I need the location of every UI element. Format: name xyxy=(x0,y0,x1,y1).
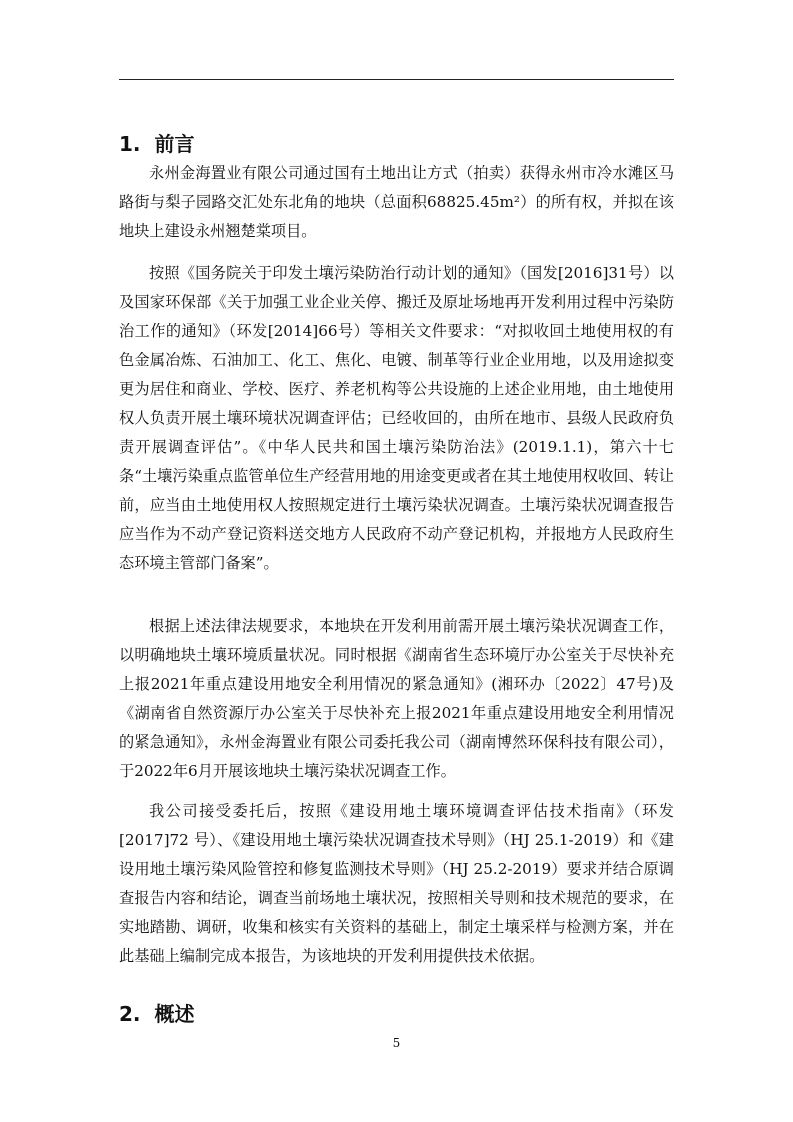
header-rule xyxy=(119,79,674,80)
section-number: 1. xyxy=(119,132,141,156)
section-heading-preface xyxy=(119,128,195,157)
paragraph-3: 根据上述法律法规要求，本地块在开发利用前需开展土壤污染状况调查工作，以明确地块土壤环境质量状况。同时根据《湖南省生态环境厅办公室关于尽快补充上报2021年重点建设用地安全利用情况的紧急通知》(湘环办〔2022〕47号)及《湖南省自然资源厅办公室关于尽快补充上报2021年重点建设用地安全利用情况的紧急通知》，永州金海置业有限公司委托我公司（湖南博然环保科技有限公司），于2022年6月开展该地块土壤污染状况调查工作。 xyxy=(119,617,674,780)
section-heading-overview xyxy=(119,998,195,1027)
paragraph-2: 按照《国务院关于印发土壤污染防治行动计划的通知》（国发[2016]31号）以及国家环保部《关于加强工业企业关停、搬迁及原址场地再开发利用过程中污染防治工作的通知》（环发[2014]66号）等相关文件要求：“对拟收回土地使用权的有色金属冶炼、石油加工、化工、焦化、电镀、制革等行业企业用地，以及用途拟变更为居住和商业、学校、医疗、养老机构等公共设施的上述企业用地，由土地使用权人负责开展土壤环境状况调查评估；已经收回的，由所在地市、县级人民政府负责开展调查评估”。《中华人民共和国土壤污染防治法》(2019.1.1)，第六十七条“土壤污染重点监管单位生产经营用地的用途变更或者在其土地使用权收回、转让前，应当由土地使用权人按照规定进行土壤污染状况调查。土壤污染状况调查报告应当作为不动产登记资料送交地方人民政府不动产登记机构，并报地方人民政府生态环境主管部门备案”。 xyxy=(119,264,674,572)
paragraph-4: 我公司接受委托后，按照《建设用地土壤环境调查评估技术指南》（环发[2017]72 号）、《建设用地土壤污染状况调查技术导则》（HJ 25.1-2019）和《建设用地土壤污染风险管控和修复监测技术导则》（HJ 25.2-2019）要求并结合原调查报告内容和结论，调查当前场地土壤状况，按照相关导则和技术规范的要求，在实地踏勘、调研，收集和核实有关资料的基础上，制定土壤采样与检测方案，并在此基础上编制完成本报告，为该地块的开发利用提供技术依据。 xyxy=(119,802,674,965)
section-title: 概述 xyxy=(154,1002,195,1026)
section-number: 2. xyxy=(119,1002,141,1026)
page-number: 5 xyxy=(392,1036,401,1050)
section-title: 前言 xyxy=(154,132,195,156)
paragraph-1: 永州金海置业有限公司通过国有土地出让方式（拍卖）获得永州市冷水滩区马路街与梨子园路交汇处东北角的地块（总面积68825.45m²）的所有权，并拟在该地块上建设永州翘楚棠项目。 xyxy=(119,164,674,240)
